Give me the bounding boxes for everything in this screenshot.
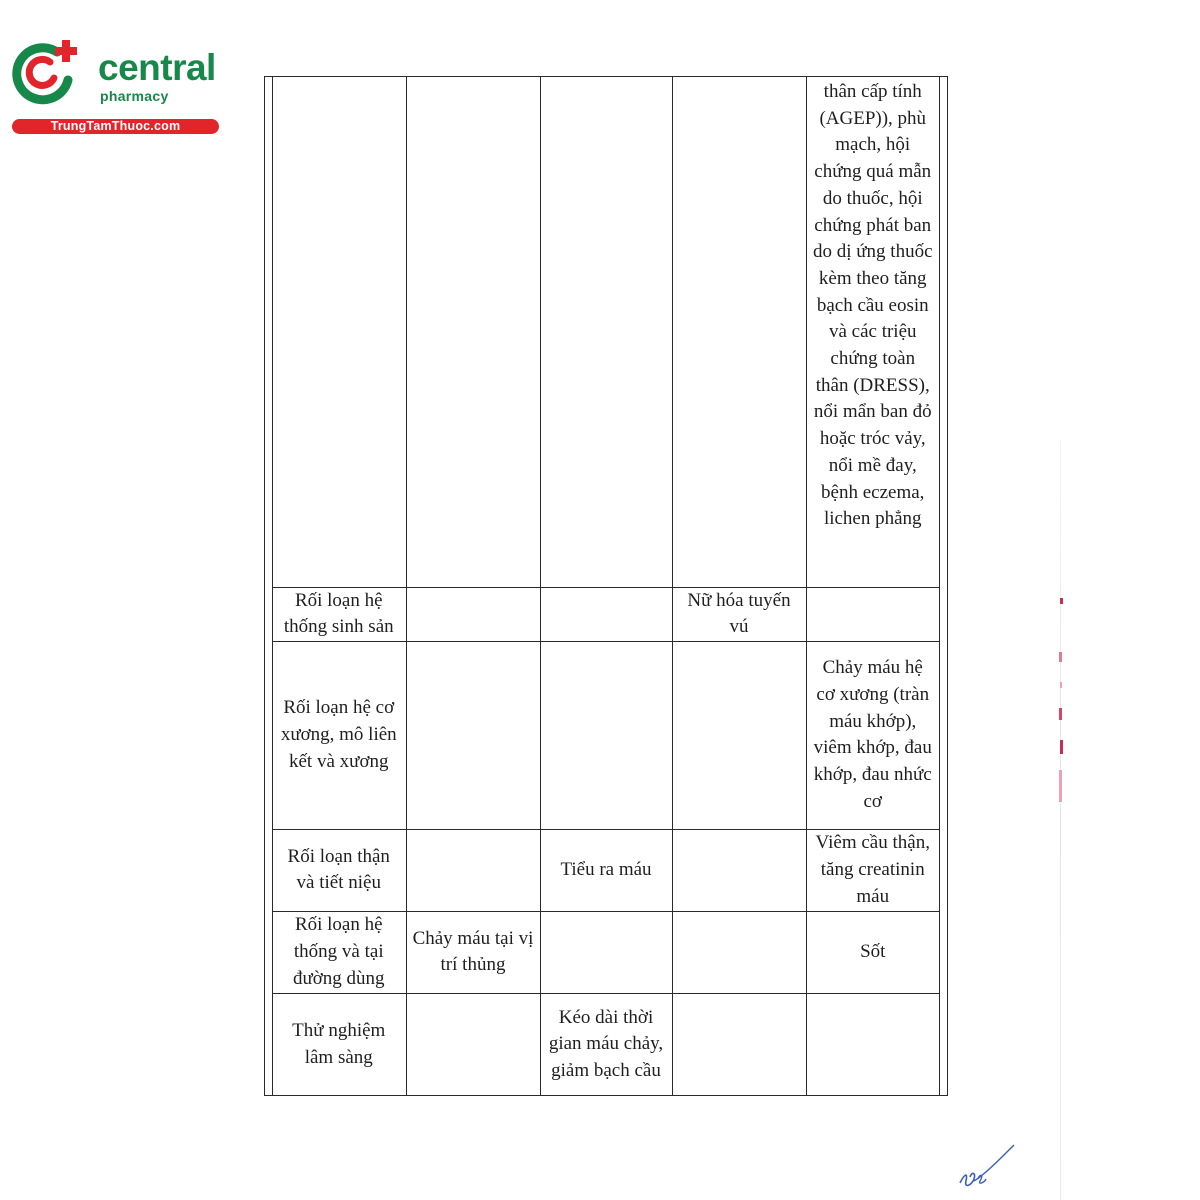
organ-cell: Rối loạn thận và tiết niệu: [272, 829, 406, 911]
red-stamp-edge-marks: [1052, 590, 1070, 820]
frequency-2-cell: [540, 77, 672, 587]
frequency-4-cell: Chảy máu hệ cơ xương (tràn máu khớp), viêm khớp, đau khớp, đau nhức cơ: [806, 641, 939, 829]
table-row: [272, 829, 939, 911]
frequency-4-cell: [806, 587, 939, 641]
frequency-2-cell: [540, 911, 672, 993]
frequency-2-cell: [540, 587, 672, 641]
frequency-1-cell: Chảy máu tại vị trí thủng: [406, 911, 540, 993]
table-row: [272, 911, 939, 993]
frequency-4-cell: Viêm cầu thận, tăng creatinin máu: [806, 829, 939, 911]
frequency-3-cell: [672, 77, 806, 587]
frequency-4-cell: Sốt: [806, 911, 939, 993]
frequency-3-cell: [672, 829, 806, 911]
frequency-3-cell: Nữ hóa tuyến vú: [672, 587, 806, 641]
table-row: [272, 641, 939, 829]
adverse-effects-table: [272, 77, 939, 1095]
frequency-1-cell: [406, 77, 540, 587]
frequency-1-cell: [406, 587, 540, 641]
central-pharmacy-logo: [10, 38, 215, 138]
signature-scribble: [950, 1135, 1020, 1195]
frequency-4-cell: [806, 993, 939, 1095]
table-row: [272, 993, 939, 1095]
frequency-3-cell: [672, 993, 806, 1095]
frequency-2-cell: [540, 641, 672, 829]
adverse-effects-table-frame: [264, 76, 948, 1096]
organ-cell: Rối loạn hệ thống và tại đường dùng: [272, 911, 406, 993]
frequency-1-cell: [406, 641, 540, 829]
table-row: [272, 77, 939, 587]
frequency-1-cell: [406, 829, 540, 911]
page-edge-line: [1060, 440, 1061, 1200]
organ-cell: Rối loạn hệ thống sinh sản: [272, 587, 406, 641]
logo-brand-text: central: [98, 47, 216, 88]
frequency-1-cell: [406, 993, 540, 1095]
pharmacy-cross-logo-icon: [10, 38, 82, 110]
organ-cell: [272, 77, 406, 587]
organ-cell: Thử nghiệm lâm sàng: [272, 993, 406, 1095]
frequency-2-cell: Tiểu ra máu: [540, 829, 672, 911]
frequency-3-cell: [672, 911, 806, 993]
table-row: [272, 587, 939, 641]
logo-sub-text: pharmacy: [100, 88, 169, 104]
organ-cell: Rối loạn hệ cơ xương, mô liên kết và xương: [272, 641, 406, 829]
table-right-double-line: [939, 77, 940, 1095]
frequency-3-cell: [672, 641, 806, 829]
logo-url-badge: TrungTamThuoc.com: [12, 119, 219, 134]
frequency-2-cell: Kéo dài thời gian máu chảy, giảm bạch cầu: [540, 993, 672, 1095]
frequency-4-cell: thân cấp tính (AGEP)), phù mạch, hội chứng quá mẫn do thuốc, hội chứng phát ban do dị ứng thuốc kèm theo tăng bạch cầu eosin và các triệu chứng toàn thân (DRESS), nổi mẩn ban đỏ hoặc tróc vảy, nổi mề đay, bệnh eczema, lichen phẳng: [806, 77, 939, 587]
